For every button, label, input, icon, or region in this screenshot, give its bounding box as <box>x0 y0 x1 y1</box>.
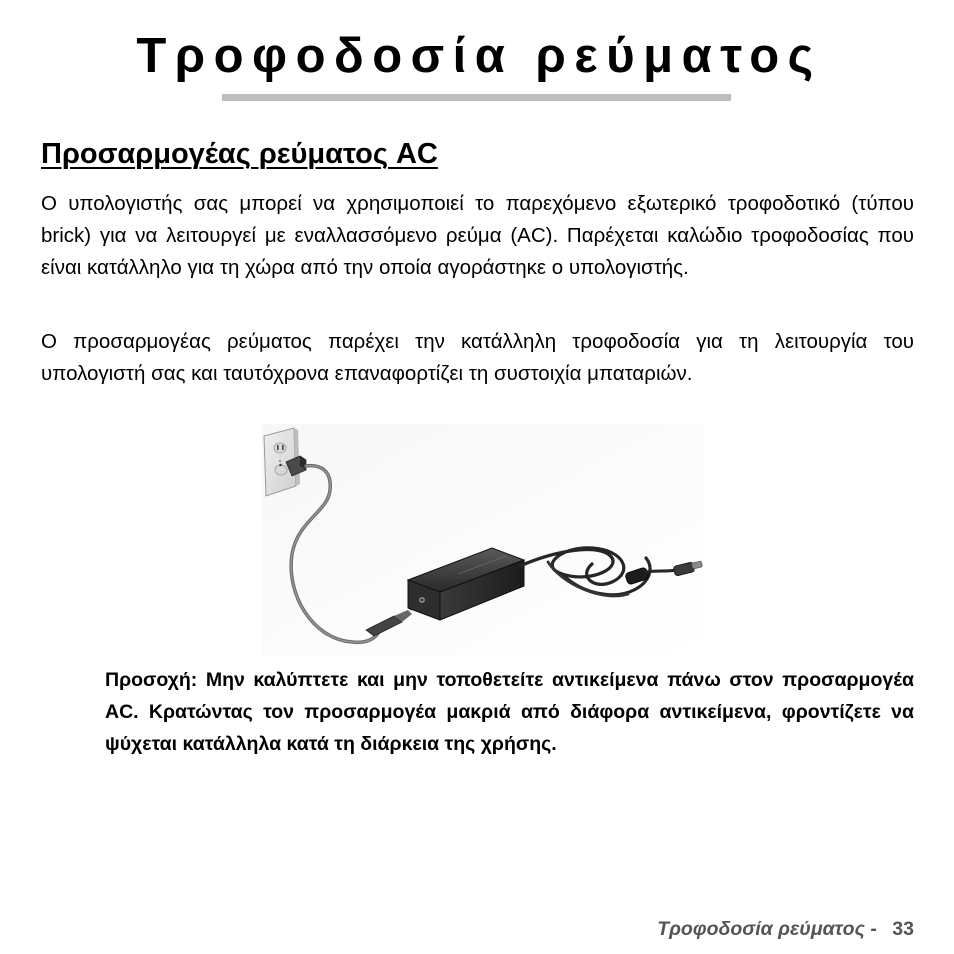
title-rule <box>222 94 731 101</box>
paragraph-intro: Ο υπολογιστής σας μπορεί να χρησιμοποιεί το παρεχόμενο εξωτερικό τροφοδοτικό (τύπου brick) για να λειτουργεί με εναλλασσόμενο ρεύμα (AC). Παρέχεται καλώδιο τροφοδοσίας που είναι κατάλληλο για τη χώρα από την οποία αγοράστηκε ο υπολογιστής. <box>41 192 914 279</box>
page-title: Τροφοδοσία ρεύματος <box>136 29 822 83</box>
footer-separator: - <box>870 918 877 940</box>
footer-section-title: Τροφοδοσία ρεύματος <box>657 918 865 940</box>
page-number: 33 <box>892 918 914 940</box>
page-footer <box>657 916 914 942</box>
ac-adapter-illustration <box>262 424 704 656</box>
paragraph-adapter-function: Ο προσαρμογέας ρεύματος παρέχει την κατάλληλη τροφοδοσία για τη λειτουργία του υπολογιστή σας και ταυτόχρονα επαναφορτίζει τη συστοιχία μπαταριών. <box>41 330 914 385</box>
caution-note: Προσοχή: Μην καλύπτετε και μην τοποθετείτε αντικείμενα πάνω στον προσαρμογέα AC. Κρατώντας τον προσαρμογέα μακριά από διάφορα αντικείμενα, φροντίζετε να ψύχεται κατάλληλα κατά τη διάρκεια της χρήσης. <box>105 669 914 755</box>
section-heading: Προσαρμογέας ρεύματος AC <box>41 138 438 170</box>
